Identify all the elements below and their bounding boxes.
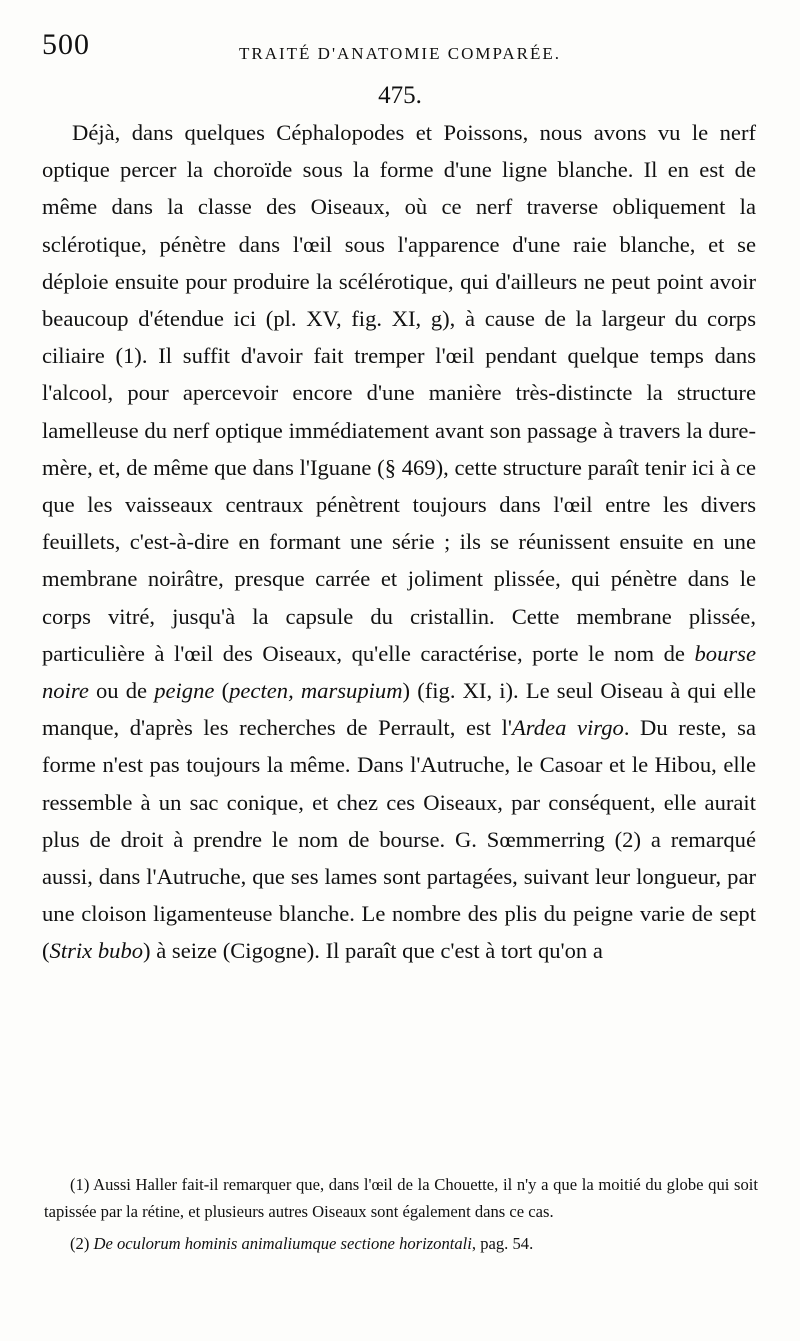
page-number: 500 (42, 28, 90, 61)
italic-pecten-marsupium: pecten, marsupium (229, 678, 403, 704)
italic-strix-bubo: Strix bubo (49, 938, 144, 964)
footnote-2-page: , pag. 54. (471, 1234, 534, 1253)
main-paragraph (42, 114, 756, 970)
footnote-2-marker: (2) (70, 1234, 90, 1253)
footnote-2 (44, 1231, 758, 1258)
italic-peigne: peigne (154, 678, 215, 704)
paragraph-text-1: Déjà, dans quelques Céphalopodes et Poissons, nous avons vu le nerf optique percer la choroïde sous la forme d'une ligne blanche. Il en est de même dans la classe des Oiseaux, où ce nerf traverse obliquement la sclérotique, pénètre dans l'œil sous l'apparence d'une raie blanche, et se déploie ensuite pour produire la scélérotique, qui d'ailleurs ne peut point avoir beaucoup d'étendue ici (pl. XV, fig. XI, g), à cause de la largeur du corps ciliaire (1). Il suffit d'avoir fait tremper l'œil pendant quelque temps dans l'alcool, pour apercevoir encore d'une manière très-distincte la structure lamelleuse du nerf optique immédiatement avant son passage à travers la dure-mère, et, de même que dans l'Iguane (§ 469), cette structure paraît tenir ici à ce que les vaisseaux centraux pénètrent toujours dans l'œil entre les divers feuillets, c'est-à-dire en formant une série ; ils se réunissent ensuite en une membrane noirâtre, presque carrée et joliment plissée, qui pénètre dans le corps vitré, jusqu'à la capsule du cristallin. Cette membrane plissée, particulière à l'œil des Oiseaux, qu'elle caractérise, porte le nom de (42, 120, 756, 666)
footnote-1-marker: (1) (70, 1175, 90, 1194)
section-number: 475. (378, 82, 422, 109)
paragraph-text-3: ( (214, 678, 230, 704)
italic-ardea-virgo: Ardea virgo (511, 715, 624, 741)
footnote-1 (44, 1172, 758, 1225)
footnote-2-title: De oculorum hominis animaliumque sectione horizontali (89, 1234, 472, 1253)
paragraph-text-2: ou de (88, 678, 155, 704)
running-head: TRAITÉ D'ANATOMIE COMPARÉE. (239, 44, 561, 63)
italic-bourse-noire: bourse noire (42, 640, 756, 704)
footnote-1-text: Aussi Haller fait-il remarquer que, dans l'œil de la Chouette, il n'y a que la moitié du globe qui soit tapissée par la rétine, et plusieurs autres Oiseaux sont également dans ce cas. (44, 1175, 758, 1221)
paragraph-text-4: ) (fig. XI, i). Le seul Oiseau à qui elle manque, d'après les recherches de Perrault, est l' (42, 678, 756, 741)
paragraph-text-6: ) à seize (Cigogne). Il paraît que c'est à tort qu'on a (143, 938, 603, 964)
footnotes (44, 1172, 758, 1258)
paragraph-text-5: . Du reste, sa forme n'est pas toujours la même. Dans l'Autruche, le Casoar et le Hibou, elle ressemble à un sac conique, et chez ces Oiseaux, par conséquent, elle aurait plus de droit à prendre le nom de bourse. G. Sœmmerring (2) a remarqué aussi, dans l'Autruche, que ses lames sont partagées, suivant leur longueur, par une cloison ligamenteuse blanche. Le nombre des plis du peigne varie de sept ( (42, 715, 756, 964)
